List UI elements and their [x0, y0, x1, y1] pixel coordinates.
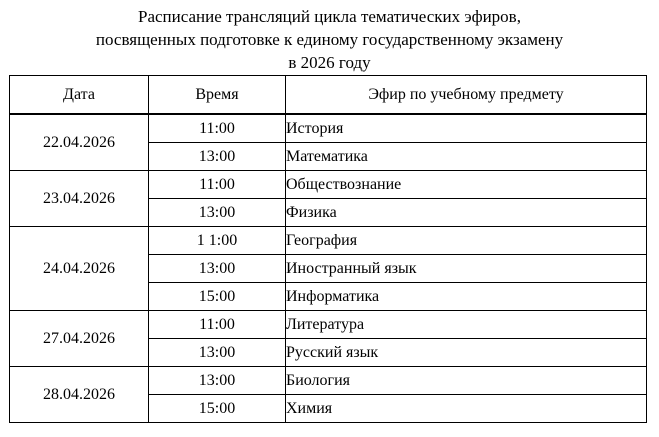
time-cell: 11:00 — [149, 311, 286, 339]
subject-cell: География — [286, 227, 647, 255]
date-cell: 28.04.2026 — [10, 367, 149, 423]
table-row — [10, 227, 647, 255]
table-row — [10, 311, 647, 339]
subject-cell: Физика — [286, 199, 647, 227]
table-row — [10, 367, 647, 395]
subject-cell: История — [286, 114, 647, 143]
time-cell: 15:00 — [149, 395, 286, 423]
header-subject: Эфир по учебному предмету — [286, 76, 647, 115]
subject-cell: Литература — [286, 311, 647, 339]
subject-cell: Русский язык — [286, 339, 647, 367]
time-cell: 15:00 — [149, 283, 286, 311]
time-cell: 11:00 — [149, 114, 286, 143]
time-cell: 11:00 — [149, 171, 286, 199]
time-cell: 13:00 — [149, 199, 286, 227]
document-title — [0, 5, 659, 74]
title-line-3: в 2026 году — [288, 53, 371, 72]
schedule-table — [9, 75, 647, 423]
table-row — [10, 171, 647, 199]
time-cell: 13:00 — [149, 143, 286, 171]
title-line-1: Расписание трансляций цикла тематических эфиров, — [138, 7, 521, 26]
time-cell: 1 1:00 — [149, 227, 286, 255]
date-cell: 24.04.2026 — [10, 227, 149, 311]
subject-cell: Химия — [286, 395, 647, 423]
header-time: Время — [149, 76, 286, 115]
date-cell: 22.04.2026 — [10, 114, 149, 171]
table-header-row — [10, 76, 647, 115]
subject-cell: Математика — [286, 143, 647, 171]
time-cell: 13:00 — [149, 339, 286, 367]
subject-cell: Информатика — [286, 283, 647, 311]
date-cell: 27.04.2026 — [10, 311, 149, 367]
time-cell: 13:00 — [149, 255, 286, 283]
time-cell: 13:00 — [149, 367, 286, 395]
subject-cell: Иностранный язык — [286, 255, 647, 283]
date-cell: 23.04.2026 — [10, 171, 149, 227]
table-row — [10, 114, 647, 143]
header-date: Дата — [10, 76, 149, 115]
title-line-2: посвященных подготовке к единому государственному экзамену — [95, 30, 564, 49]
schedule-body — [10, 114, 647, 423]
subject-cell: Обществознание — [286, 171, 647, 199]
subject-cell: Биология — [286, 367, 647, 395]
